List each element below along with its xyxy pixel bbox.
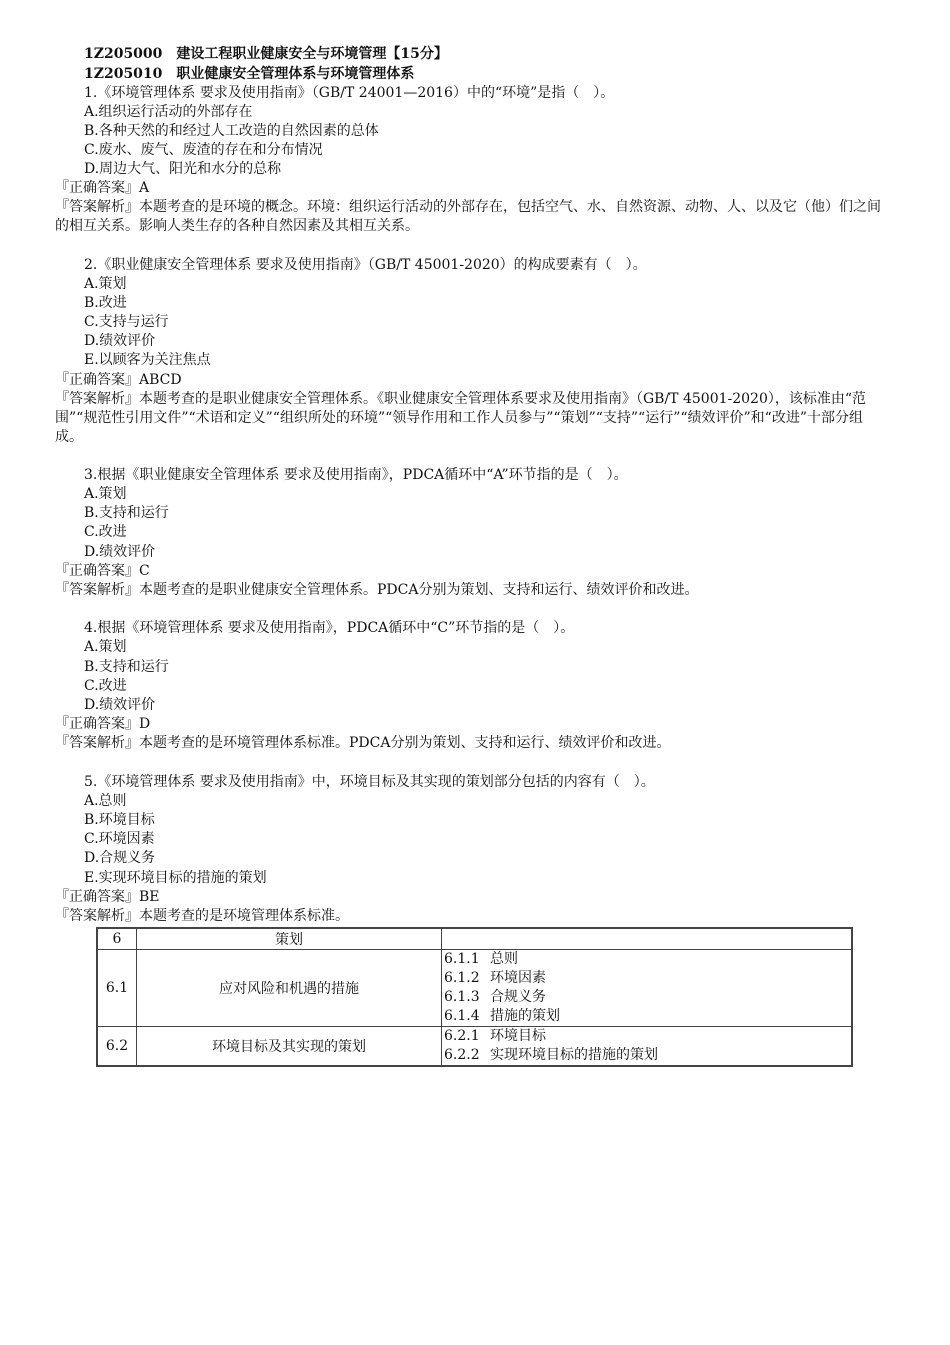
row-title: 环境目标及其实现的策划 bbox=[137, 1027, 442, 1067]
sub-item-number: 6.1.3 bbox=[444, 989, 480, 1005]
sub-item bbox=[444, 969, 849, 988]
sub-item bbox=[444, 950, 849, 969]
sub-item bbox=[444, 1007, 849, 1026]
question-2-answer: 『正确答案』ABCD bbox=[55, 372, 182, 388]
sub-item-text: 总则 bbox=[490, 951, 518, 967]
sub-item-text: 实现环境目标的措施的策划 bbox=[490, 1047, 658, 1063]
question-3-option-b: B.支持和运行 bbox=[84, 505, 169, 521]
question-5-option-c: C.环境因素 bbox=[84, 831, 155, 847]
question-1-analysis: 『答案解析』本题考查的是环境的概念。环境：组织运行活动的外部存在，包括空气、水、自然资源、动物、人、以及它（他）们之间的相互关系。影响人类生存的各种自然因素及其相互关系。 bbox=[55, 199, 881, 234]
question-2-option-e: E.以顾客为关注焦点 bbox=[84, 352, 211, 368]
question-3-option-a: A.策划 bbox=[84, 486, 127, 502]
question-2-stem: 2.《职业健康安全管理体系 要求及使用指南》（GB/T 45001-2020）的构成要素有（ ）。 bbox=[84, 257, 647, 273]
header-detail bbox=[442, 928, 853, 950]
question-5-stem: 5.《环境管理体系 要求及使用指南》中，环境目标及其实现的策划部分包括的内容有（ ）。 bbox=[84, 774, 655, 790]
sub-item bbox=[444, 1027, 849, 1046]
question-3-analysis: 『答案解析』本题考查的是职业健康安全管理体系。PDCA分别为策划、支持和运行、绩效评价和改进。 bbox=[55, 582, 699, 598]
question-2-option-d: D.绩效评价 bbox=[84, 333, 156, 349]
section-heading: 1Z205010 职业健康安全管理体系与环境管理体系 bbox=[84, 66, 415, 82]
header-number: 6 bbox=[97, 928, 137, 950]
question-3-option-c: C.改进 bbox=[84, 524, 127, 540]
question-4-analysis: 『答案解析』本题考查的是环境管理体系标准。PDCA分别为策划、支持和运行、绩效评价和改进。 bbox=[55, 735, 671, 751]
sub-item bbox=[444, 988, 849, 1007]
question-4-stem: 4.根据《环境管理体系 要求及使用指南》，PDCA循环中“C”环节指的是（ ）。 bbox=[84, 620, 575, 636]
question-2-option-c: C.支持与运行 bbox=[84, 314, 169, 330]
header-title: 策划 bbox=[137, 928, 442, 950]
question-4-answer: 『正确答案』D bbox=[55, 716, 151, 732]
question-5-option-b: B.环境目标 bbox=[84, 812, 155, 828]
question-5-option-d: D.合规义务 bbox=[84, 850, 156, 866]
sub-item-text: 环境目标 bbox=[490, 1028, 546, 1044]
question-1-option-b: B.各种天然的和经过人工改造的自然因素的总体 bbox=[84, 123, 379, 139]
question-1-stem: 1.《环境管理体系 要求及使用指南》（GB/T 24001—2016）中的“环境”是指（ ）。 bbox=[84, 85, 615, 101]
sub-item-number: 6.1.2 bbox=[444, 970, 480, 986]
question-4-option-c: C.改进 bbox=[84, 678, 127, 694]
question-1-option-d: D.周边大气、阳光和水分的总称 bbox=[84, 161, 282, 177]
chapter-heading: 1Z205000 建设工程职业健康安全与环境管理【15分】 bbox=[84, 46, 448, 62]
question-4-option-d: D.绩效评价 bbox=[84, 697, 156, 713]
question-3-answer: 『正确答案』C bbox=[55, 563, 150, 579]
question-1-option-a: A.组织运行活动的外部存在 bbox=[84, 104, 253, 120]
sub-item-text: 合规义务 bbox=[490, 989, 546, 1005]
table-header-row bbox=[97, 928, 852, 950]
question-5-option-e: E.实现环境目标的措施的策划 bbox=[84, 870, 267, 886]
question-2-analysis: 『答案解析』本题考查的是职业健康安全管理体系。《职业健康安全管理体系要求及使用指南》（GB/T 45001-2020），该标准由“范围”“规范性引用文件”“术语和定义”“组织所处的环境”“领导作用和工作人员参与”“策划”“支持”“运行”“绩效评价”和“改进”十部分组成。 bbox=[55, 391, 867, 445]
row-number: 6.1 bbox=[97, 950, 137, 1027]
sub-item-text: 环境因素 bbox=[490, 970, 546, 986]
question-3-option-d: D.绩效评价 bbox=[84, 544, 156, 560]
question-1-answer: 『正确答案』A bbox=[55, 180, 150, 196]
question-4-option-a: A.策划 bbox=[84, 639, 127, 655]
row-detail bbox=[442, 950, 853, 1027]
question-4-option-b: B.支持和运行 bbox=[84, 659, 169, 675]
sub-item-number: 6.1.4 bbox=[444, 1008, 480, 1024]
question-1-option-c: C.废水、废气、废渣的存在和分布情况 bbox=[84, 142, 323, 158]
question-2-option-b: B.改进 bbox=[84, 295, 127, 311]
sub-item-number: 6.2.1 bbox=[444, 1028, 480, 1044]
sub-item-text: 措施的策划 bbox=[490, 1008, 560, 1024]
row-title: 应对风险和机遇的措施 bbox=[137, 950, 442, 1027]
sub-item bbox=[444, 1046, 849, 1065]
question-2-option-a: A.策划 bbox=[84, 276, 127, 292]
table-row bbox=[97, 950, 852, 1027]
question-5-analysis: 『答案解析』本题考查的是环境管理体系标准。 bbox=[55, 908, 349, 924]
question-5-option-a: A.总则 bbox=[84, 793, 127, 809]
table-row bbox=[97, 1027, 852, 1067]
row-number: 6.2 bbox=[97, 1027, 137, 1067]
sub-item-number: 6.2.2 bbox=[444, 1047, 480, 1063]
question-5-answer: 『正确答案』BE bbox=[55, 889, 160, 905]
planning-table bbox=[96, 927, 853, 1067]
sub-item-number: 6.1.1 bbox=[444, 951, 480, 967]
question-3-stem: 3.根据《职业健康安全管理体系 要求及使用指南》，PDCA循环中“A”环节指的是（ ）。 bbox=[84, 467, 628, 483]
row-detail bbox=[442, 1027, 853, 1067]
